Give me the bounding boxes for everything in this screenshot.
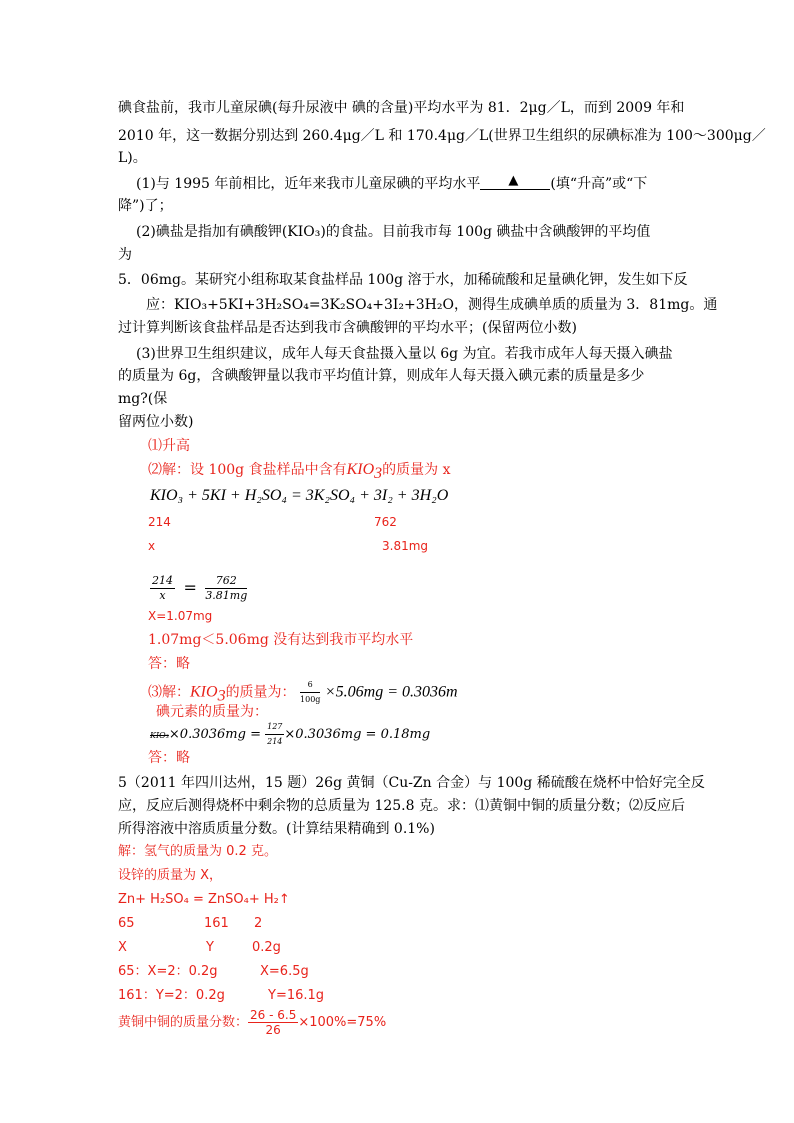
answer-5-cell: Y <box>206 940 214 955</box>
iodine-calc: KIO₃×0.3036mg = $\frac{127}{214}$ ×0.3036mg = 0.18mg <box>150 722 431 746</box>
answer-5-ratio: 161：Y=2：0.2g <box>118 988 225 1003</box>
answer-conclusion: 答：略 <box>148 656 190 672</box>
text-line: 应，反应后测得烧杯中剩余物的总质量为 125.8 克。求：⑴黄铜中铜的质量分数；⑵反应后 <box>118 798 685 814</box>
text-line: mg?(保 <box>118 391 168 407</box>
answer-2-setup: ⑵解：设 100g 食盐样品中含有$KIO_3$的质量为 x <box>148 461 451 482</box>
text-line: 2010 年，这一数据分别达到 260.4μg／L 和 170.4μg／L(世界卫生组织的尿碘标准为 100～300μg／ <box>118 128 766 144</box>
answer-5-cell: 0.2g <box>252 940 281 955</box>
iodine-mass-label: 碘元素的质量为： <box>156 704 268 720</box>
answer-5-cell: 161 <box>204 916 229 931</box>
answer-3: ⑶解：$KIO_3$的质量为： $\frac{6}{100g}$ ×5.06mg = 0.3036m <box>148 680 458 705</box>
answer-blank: ▲ <box>480 175 550 190</box>
text-line: 过计算判断该食盐样品是否达到我市含碘酸钾的平均水平；(保留两位小数) <box>118 320 577 336</box>
molar-mass-i2: 762 <box>374 515 397 529</box>
text-line: 所得溶液中溶质质量分数。(计算结果精确到 0.1%) <box>118 821 435 837</box>
answer-5-cell: X <box>118 940 127 955</box>
answer-5-cell: 65 <box>118 916 135 931</box>
mass-i2: 3.81mg <box>382 539 429 553</box>
text-line: L)。 <box>118 150 147 166</box>
question-3: (3)世界卫生组织建议，成年人每天食盐摄入量以 6g 为宜。若我市成年人每天摄入碘盐 <box>136 346 673 362</box>
answer-5-ratio: 65：X=2：0.2g <box>118 964 218 979</box>
text-line: 的质量为 6g，含碘酸钾量以我市平均值计算，则成年人每天摄入碘元素的质量是多少 <box>118 368 645 384</box>
reaction-line: 应：KIO₃+5KI+3H₂SO₄=3K₂SO₄+3I₂+3H₂O，测得生成碘单质的质量为 3．81mg。通 <box>146 297 718 313</box>
molar-mass-kio3: 214 <box>148 515 171 529</box>
unknown-x: x <box>148 539 156 553</box>
comparison: 1.07mg＜5.06mg 没有达到我市平均水平 <box>148 632 414 648</box>
text-line: 5．06mg。某研究小组称取某食盐样品 100g 溶于水，加稀硫酸和足量碘化钾，发生如下反 <box>118 272 688 288</box>
answer-5-result: Y=16.1g <box>268 988 325 1003</box>
text-line: 留两位小数) <box>118 414 194 430</box>
question-2: (2)碘盐是指加有碘酸钾(KIO₃)的食盐。目前我市每 100g 碘盐中含碘酸钾的平均值 <box>136 224 651 240</box>
answer-1: ⑴升高 <box>148 438 190 454</box>
reaction-equation: KIO₃ + 5KI + H₂SO₄ = 3K₂SO₄ + 3I₂ + 3H₂O <box>150 487 449 504</box>
text-line: 为 <box>118 247 132 263</box>
question-5: 5（2011 年四川达州，15 题）26g 黄铜（Cu-Zn 合金）与 100g 稀硫酸在烧杯中恰好完全反 <box>118 775 705 791</box>
answer-5-equation: Zn+ H₂SO₄ = ZnSO₄+ H₂↑ <box>118 892 290 907</box>
text-line: 降”)了； <box>118 198 173 214</box>
proportion: $\frac{214}{x}$ = $\frac{762}{3.81mg}$ <box>152 574 248 602</box>
text-line: 碘食盐前，我市儿童尿碘(每升尿液中 碘的含量)平均水平为 81．2μg／L，而到 2009 年和 <box>118 100 685 116</box>
answer-5-cell: 2 <box>254 916 263 931</box>
answer-5-copper-fraction: 黄铜中铜的质量分数： $\frac{26 - 6.5}{26}$ ×100%=75% <box>118 1008 387 1037</box>
x-result: X=1.07mg <box>148 609 213 623</box>
answer-5-result: X=6.5g <box>260 964 309 979</box>
answer-conclusion-2: 答：略 <box>148 750 190 766</box>
answer-5-line: 解：氢气的质量为 0.2 克。 <box>118 844 277 859</box>
question-1: (1)与 1995 年前相比，近年来我市儿童尿碘的平均水平 ▲ (填“升高”或“下 <box>136 173 648 192</box>
answer-5-line: 设锌的质量为 X， <box>118 868 223 883</box>
